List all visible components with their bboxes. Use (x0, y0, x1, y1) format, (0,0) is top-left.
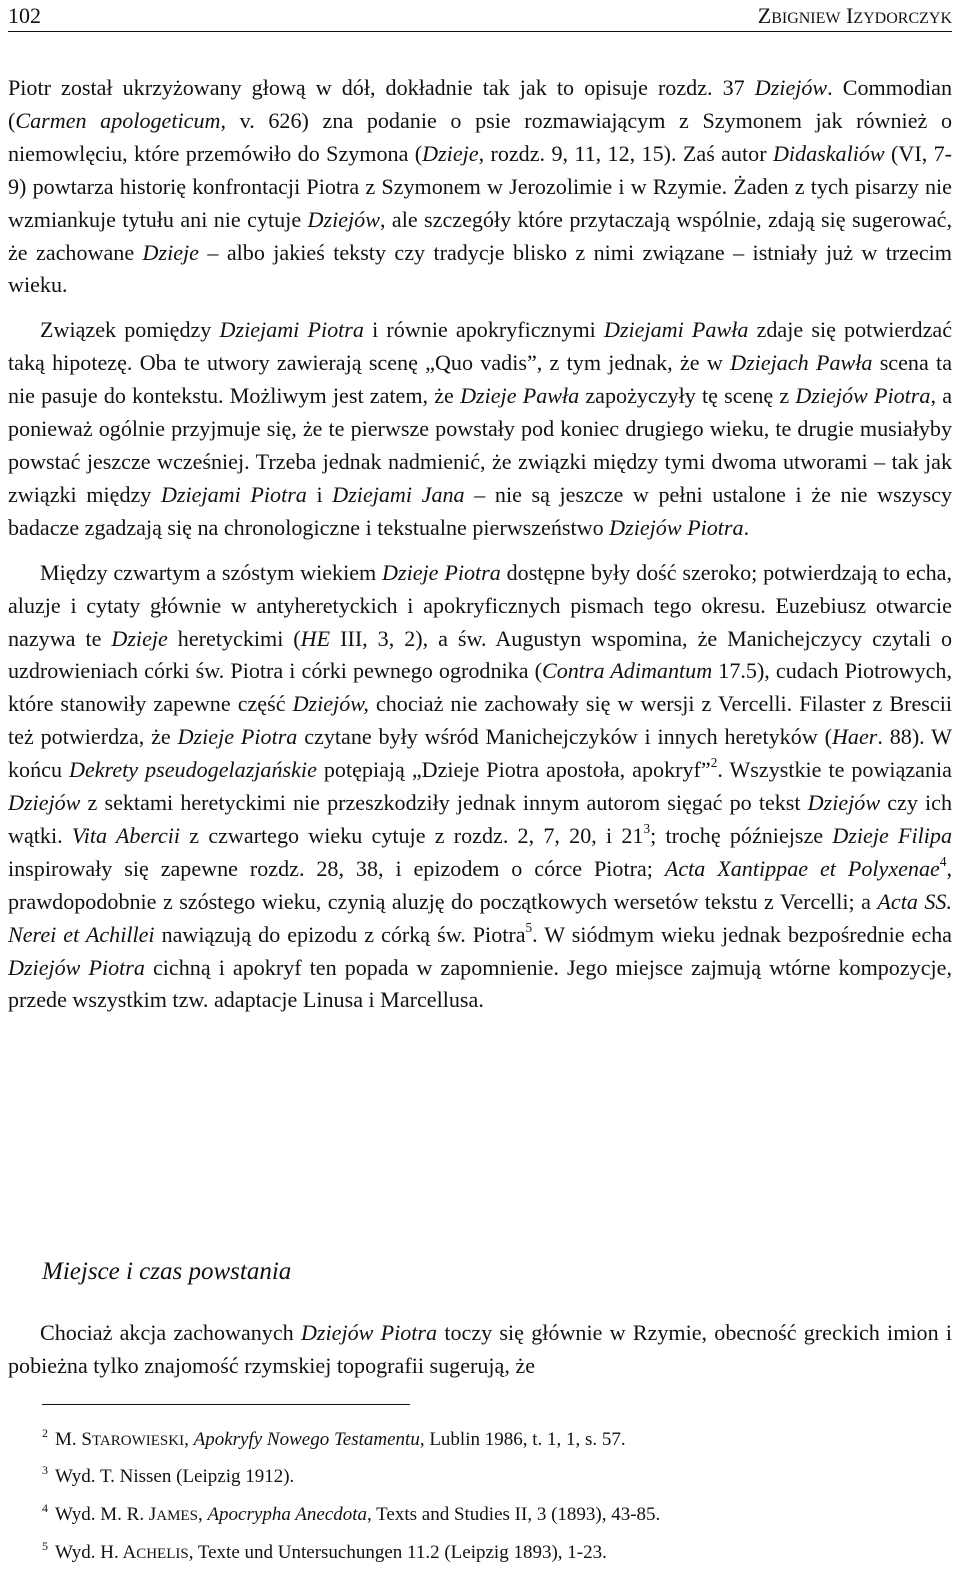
running-head-author: ZBIGNIEW IZYDORCZYK (757, 3, 952, 28)
footnote-ref-5[interactable]: 5 (525, 919, 533, 935)
section-heading: Miejsce i czas powstania (42, 1258, 292, 1285)
section-body (8, 1317, 952, 1383)
footnote: $^2$ M. STAROWIESKI, Apokryfy Nowego Testamentu, Lublin 1986, t. 1, 1, s. 57. (42, 1425, 626, 1450)
footnote: $^4$ Wyd. M. R. JAMES, Apocrypha Anecdota, Texts and Studies II, 3 (1893), 43-85. (42, 1500, 661, 1525)
footnote-ref-3[interactable]: 3 (643, 821, 651, 836)
paragraph-2: Związek pomiędzy Dziejami Piotra i równie apokryficznymi Dziejami Pawła zdaje się potwierdzać taką hipotezę. Oba te utwory zawierają scenę „Quo vadis”, z tym jednak, że w Dziejach Pawła scena ta nie pasuje do kontekstu. Możliwym jest zatem, że Dzieje Pawła zapożyczyły tę scenę z Dziejów Piotra, a ponieważ ogólnie przyjmuje się, że te pierwsze powstały pod koniec drugiego wieku, te drugie musiałyby powstać jeszcze wcześniej. Trzeba jednak nadmienić, że związki między tymi dwoma utworami – tak jak związki między Dziejami Piotra i Dziejami Jana – nie są jeszcze w pełni ustalone i że nie wszyscy badacze zgadzają się na chronologiczne i tekstualne pierwszeństwo Dziejów Piotra. (8, 317, 953, 540)
footnote-ref-2[interactable]: 2 (710, 755, 718, 771)
footnote-divider (42, 1404, 410, 1405)
paragraph-1: Piotr został ukrzyżowany głową w dół, dokładnie tak jak to opisuje rozdz. 37 Dziejów. Commodian (Carmen apologeticum, v. 626) zna podanie o psie rozmawiającym z Szymonem jak również o niemowlęciu, które przemówiło do Szymona (Dzieje, rozdz. 9, 11, 12, 15). Zaś autor Didaskaliów (VI, 7-9) powtarza historię konfrontacji Piotra z Szymonem w Jerozolimie i w Rzymie. Żaden z tych pisarzy nie wzmiankuje tytułu ani nie cytuje Dziejów, ale szczegóły które przytaczają wspólnie, zdają się sugerować, że zachowane Dzieje – albo jakieś teksty czy tradycje blisko z nimi związane – istniały już w trzecim wieku. (8, 75, 953, 298)
page-number: 102 (8, 3, 41, 28)
footnote: $^5$ Wyd. H. ACHELIS, Texte und Untersuchungen 11.2 (Leipzig 1893), 1-23. (42, 1538, 607, 1563)
footnote-ref-4[interactable]: 4 (939, 853, 947, 869)
footnote: $^3$ Wyd. T. Nissen (Leipzig 1912). (42, 1462, 295, 1487)
main-text (8, 72, 952, 1017)
paragraph-3: Między czwartym a szóstym wiekiem Dzieje Piotra dostępne były dość szeroko; potwierdzają to echa, aluzje i cytaty głównie w antyheretyckich i apokryficznych pismach tego okresu. Euzebiusz otwarcie nazywa te Dzieje heretyckimi (HE III, 3, 2), a św. Augustyn wspomina, że Manichejczycy czytali o uzdrowieniach córki św. Piotra i córki pewnego ogrodnika (Contra Adimantum 17.5), cudach Piotrowych, które stanowiły zapewne część Dziejów, chociaż nie zachowały się w wersji z Vercelli. Filaster z Brescii też potwierdza, że Dzieje Piotra czytane były wśród Manichejczyków i innych heretyków (Haer. 88). W końcu Dekrety pseudogelazjańskie potępiają „Dzieje Piotra apostoła, apokryf”$^2$. Wszystkie te powiązania Dziejów z sektami heretyckimi nie przeszkodziły jednak innym autorom sięgać po tekst Dziejów czy ich wątki. Vita Abercii z czwartego wieku cytuje z rozdz. 2, 7, 20, i $21^3$; trochę późniejsze Dzieje Filipa inspirowały się zapewne rozdz. 28, 38, i epizodem o córce Piotra; Acta Xantippae et Polyxenae$^4$, prawdopodobnie z szóstego wieku, czynią aluzję do początkowych wersetów tekstu z Vercelli; a Acta SS. Nerei et Achillei nawiązują do epizodu z córką św. Piotra$^5$. W siódmym wieku jednak bezpośrednie echa Dziejów Piotra cichną i apokryf ten popada w zapomnienie. Jego miejsce zajmują wtórne kompozycje, przede wszystkim tzw. adaptacje Linusa i Marcellusa. (8, 559, 953, 1013)
running-head (8, 0, 952, 32)
paragraph-4: Chociaż akcja zachowanych Dziejów Piotra toczy się głównie w Rzymie, obecność greckich imion i pobieżna tylko znajomość rzymskiej topografii sugerują, że (8, 1320, 952, 1378)
